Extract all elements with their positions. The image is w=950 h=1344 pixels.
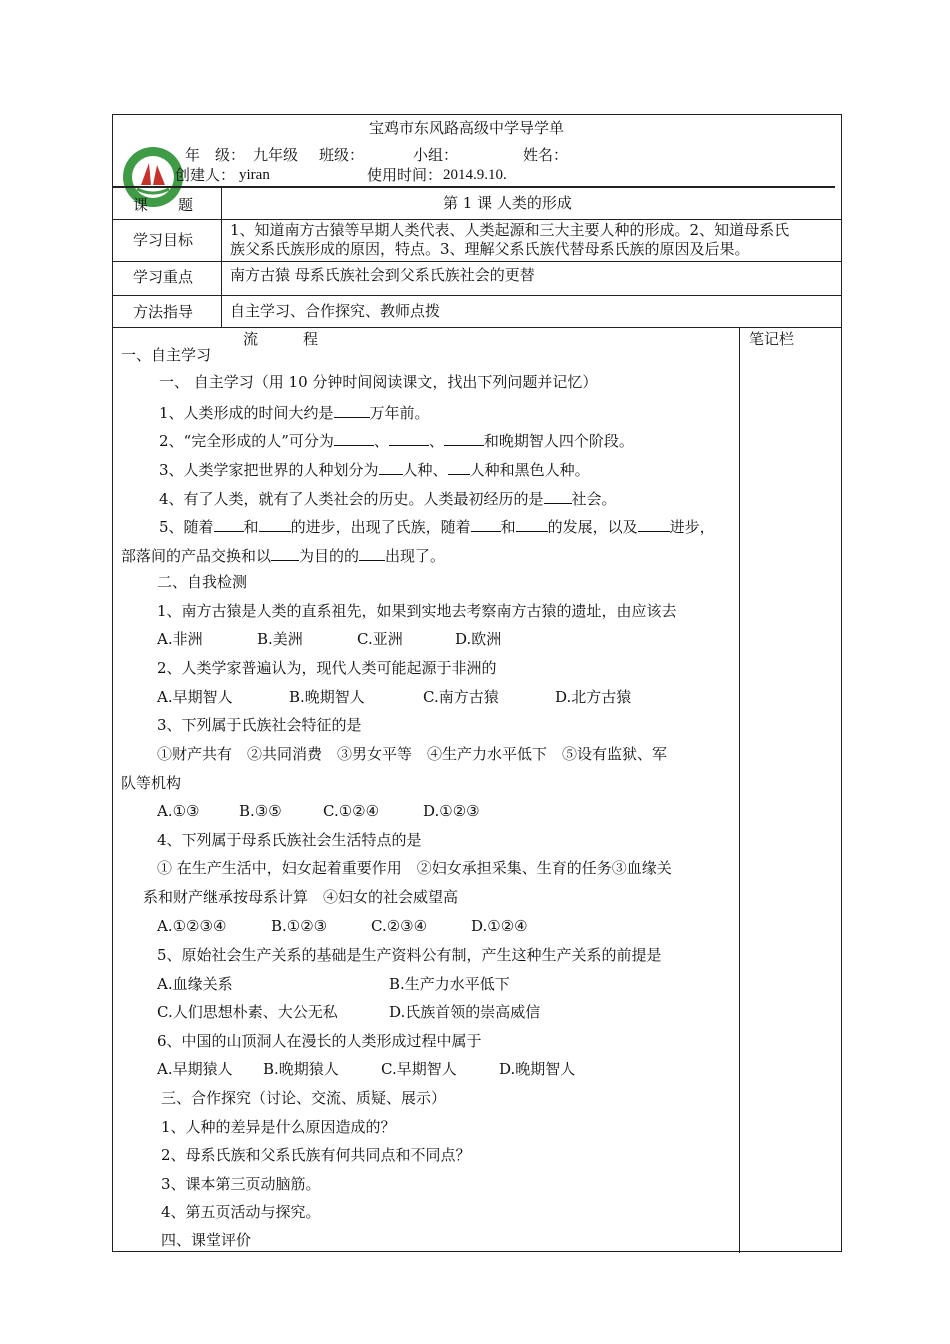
check-1: 1、南方古猿是人类的直系祖先，如果到实地去考察南方古猿的遗址，由应该去 (157, 602, 677, 620)
goals-label: 学习目标 (133, 231, 194, 249)
explore-2: 2、母系氏族和父系氏族有何共同点和不同点？ (161, 1146, 471, 1164)
answer-blank[interactable] (271, 544, 299, 561)
check-3-option: A.①③ (157, 802, 200, 820)
check-3: 3、下列属于氏族社会特征的是 (157, 716, 362, 734)
check-6: 6、中国的山顶洞人在漫长的人类形成过程中属于 (157, 1032, 482, 1050)
check-4-option: D.①②④ (471, 917, 528, 935)
answer-blank[interactable] (448, 458, 470, 475)
section-4-heading: 四、课堂评价 (161, 1231, 252, 1249)
school-title: 宝鸡市东风路高级中学导学单 (369, 119, 565, 137)
question-5-cont: 部落间的产品交换和以 为目的的 出现了。 (121, 544, 445, 566)
check-4-option: C.②③④ (371, 917, 428, 935)
focus-label: 学习重点 (133, 268, 194, 286)
check-3-option: C.①②④ (323, 802, 380, 820)
creator-label: 创建人： (175, 166, 236, 184)
name-label: 姓名： (523, 146, 569, 164)
answer-blank[interactable] (516, 515, 548, 532)
focus-value: 南方古猿 母系氏族社会到父系氏族社会的更替 (230, 266, 535, 284)
date-label: 使用时间： (367, 166, 443, 184)
answer-blank[interactable] (471, 515, 501, 532)
question-2: 2、“完全形成的人”可分为 、 、 和晚期智人四个阶段。 (159, 429, 634, 451)
grade-value: 九年级 (253, 146, 299, 164)
row-divider (113, 261, 841, 262)
answer-blank[interactable] (444, 429, 484, 446)
notes-label: 笔记栏 (749, 330, 795, 348)
check-5: 5、原始社会生产关系的基础是生产资料公有制，产生这种生产关系的前提是 (157, 946, 662, 964)
check-2-option: A.早期智人 (157, 688, 233, 706)
class-label: 班级： (319, 146, 365, 164)
explore-1: 1、人种的差异是什么原因造成的？ (161, 1118, 396, 1136)
goals-line-1: 1、知道南方古猿等早期人类代表、人类起源和三大主要人种的形成。2、知道母系氏 (230, 221, 790, 239)
check-2: 2、人类学家普遍认为，现代人类可能起源于非洲的 (157, 659, 497, 677)
explore-3: 3、课本第三页动脑筋。 (161, 1175, 321, 1193)
check-5-option: C.人们思想朴素、大公无私 (157, 1003, 338, 1021)
answer-blank[interactable] (259, 515, 291, 532)
check-6-option: B.晚期猿人 (263, 1060, 339, 1078)
process-label: 流 程 (243, 330, 319, 348)
row-divider (113, 295, 841, 296)
answer-blank[interactable] (214, 515, 244, 532)
method-label: 方法指导 (133, 303, 194, 321)
check-3-option: D.①②③ (423, 802, 480, 820)
check-6-option: D.晚期智人 (499, 1060, 576, 1078)
section-3-heading: 三、合作探究（讨论、交流、质疑、展示） (161, 1089, 447, 1107)
check-4-items: ① 在生产生活中，妇女起着重要作用 ②妇女承担采集、生育的任务③血缘关 (157, 859, 672, 877)
check-4-option: A.①②③④ (157, 917, 227, 935)
check-1-option: D.欧洲 (455, 630, 502, 648)
section-1-heading: 一、自主学习 (121, 346, 212, 364)
row-divider (113, 327, 841, 328)
check-3-items: ①财产共有 ②共同消费 ③男女平等 ④生产力水平低下 ⑤设有监狱、军 (157, 745, 668, 763)
question-1: 1、人类形成的时间大约是 万年前。 (159, 401, 430, 423)
answer-blank[interactable] (389, 429, 429, 446)
notes-column-rule (739, 327, 740, 1253)
method-value: 自主学习、合作探究、教师点拨 (230, 302, 441, 320)
topic-label: 课 题 (133, 196, 194, 214)
check-1-option: C.亚洲 (357, 630, 403, 648)
check-2-option: C.南方古猿 (423, 688, 499, 706)
check-4-items-cont: 系和财产继承按母系计算 ④妇女的社会威望高 (143, 888, 459, 906)
label-column-rule (221, 187, 222, 327)
answer-blank[interactable] (638, 515, 670, 532)
answer-blank[interactable] (544, 487, 572, 504)
check-6-option: A.早期猿人 (157, 1060, 233, 1078)
goals-line-2: 族父系氏族形成的原因，特点。3、理解父系氏族代替母系氏族的原因及后果。 (230, 240, 750, 258)
section-1-intro: 一、 自主学习（用 10 分钟时间阅读课文，找出下列问题并记忆） (159, 373, 598, 391)
check-4-option: B.①②③ (271, 917, 328, 935)
question-3: 3、人类学家把世界的人种划分为 人种、 人种和黑色人种。 (159, 458, 590, 480)
question-4: 4、有了人类，就有了人类社会的历史。人类最初经历的是 社会。 (159, 487, 617, 509)
section-2-heading: 二、自我检测 (157, 573, 248, 591)
check-5-option: A.血缘关系 (157, 975, 233, 993)
check-2-option: B.晚期智人 (289, 688, 365, 706)
date-value: 2014.9.10. (443, 167, 507, 183)
group-label: 小组： (413, 146, 459, 164)
answer-blank[interactable] (334, 429, 374, 446)
check-4: 4、下列属于母系氏族社会生活特点的是 (157, 831, 422, 849)
check-2-option: D.北方古猿 (555, 688, 632, 706)
check-3-items-cont: 队等机构 (121, 774, 182, 792)
topic-value: 第 1 课 人类的形成 (443, 194, 572, 212)
check-3-option: B.③⑤ (239, 802, 282, 820)
creator-value: yiran (239, 167, 270, 183)
check-1-option: B.美洲 (257, 630, 303, 648)
guide-sheet (112, 114, 842, 1252)
check-1-option: A.非洲 (157, 630, 203, 648)
explore-4: 4、第五页活动与探究。 (161, 1203, 321, 1221)
answer-blank[interactable] (334, 401, 370, 418)
check-6-option: C.早期智人 (381, 1060, 457, 1078)
grade-label: 年 级： (185, 146, 246, 164)
check-5-option: D.氏族首领的崇高威信 (389, 1003, 541, 1021)
answer-blank[interactable] (379, 458, 403, 475)
answer-blank[interactable] (359, 544, 385, 561)
question-5: 5、随着 和 的进步，出现了氏族，随着 和 的发展，以及 进步， (159, 515, 715, 537)
check-5-option: B.生产力水平低下 (389, 975, 510, 993)
